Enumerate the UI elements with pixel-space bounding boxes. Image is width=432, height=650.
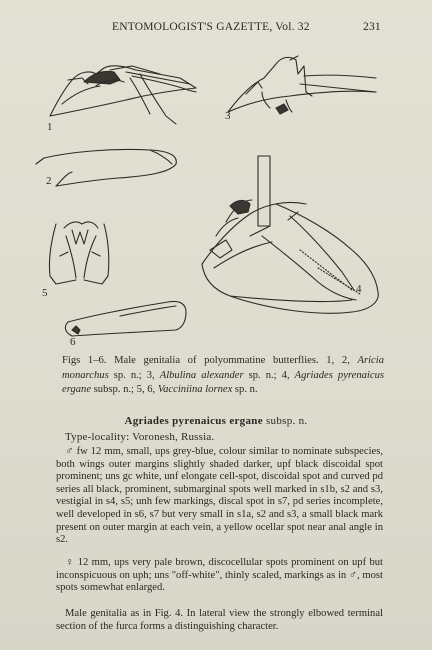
section-title: [0, 415, 432, 427]
female-description: [56, 557, 383, 595]
figure-5-drawing: [49, 222, 108, 284]
figure-3-drawing: [228, 56, 376, 114]
figure-label-3: 3: [225, 110, 231, 122]
figure-1-drawing: [50, 66, 196, 124]
figure-label-4: 4: [356, 283, 362, 295]
caption-taxon-agriades: Agriades pyrenaicus ergane: [62, 369, 384, 396]
figure-label-1: 1: [47, 121, 53, 133]
male-description-text: ♂ fw 12 mm, small, ups grey-blue, colour similar to nominate subspecies, both wings outer margins slightly shaded darker, upf black discoidal spot prominent; uns gc white, unf elongate cell-spot, discoidal spot and curved pd series all black, prominent, submarginal spots well marked in s1b, s2 and s3, vestigial in s4, s5; unh few markings, discal spot in s7, pd series incomplete, well developed in s6, s7 but very small in s1a, s2 and s3, a small black mark present on outer margin at each vein, a yellow ocellar spot near anal angle in s2.: [56, 446, 383, 546]
caption-taxon-aricia: Aricia monarchus: [62, 355, 384, 381]
figure-label-2: 2: [46, 175, 52, 187]
figure-label-5: 5: [42, 287, 48, 299]
figure-4-drawing: [202, 156, 378, 313]
caption-text-3: sp. n.; 4,: [243, 369, 295, 381]
running-title: ENTOMOLOGIST'S GAZETTE, Vol. 32: [112, 21, 310, 33]
caption-taxon-albulina: Albulina alexander: [159, 369, 244, 381]
male-description: [56, 446, 383, 547]
caption-text-4: subsp. n.; 5, 6,: [91, 384, 158, 396]
page-number: 231: [363, 21, 381, 33]
female-description-text: ♀ 12 mm, ups very pale brown, discocellular spots prominent on upf but inconspicuous on uph; uns "off-white", thinly scaled, markings as in ♂, most spots somewhat enlarged.: [56, 557, 383, 594]
caption-text-2: sp. n.; 3,: [108, 369, 160, 381]
type-locality: Type-locality: Voronesh, Russia.: [65, 431, 215, 443]
caption-taxon-vacciniina: Vacciniina lornex: [157, 384, 233, 396]
figure-label-6: 6: [70, 336, 76, 348]
figure-caption: [62, 354, 384, 398]
genitalia-note: [56, 608, 383, 633]
figure-2-drawing: [36, 149, 176, 186]
section-title-name: Agriades pyrenaicus ergane: [124, 415, 263, 427]
genitalia-note-text: Male genitalia as in Fig. 4. In lateral view the strongly elbowed terminal section of the furca forms a distinguishing character.: [56, 608, 383, 632]
section-title-suffix: subsp. n.: [265, 415, 308, 427]
caption-text-5: sp. n.: [232, 384, 258, 396]
figure-6-drawing: [65, 301, 186, 336]
caption-text-lead: Figs 1–6. Male genitalia of polyommatine butterflies. 1, 2,: [62, 355, 358, 366]
